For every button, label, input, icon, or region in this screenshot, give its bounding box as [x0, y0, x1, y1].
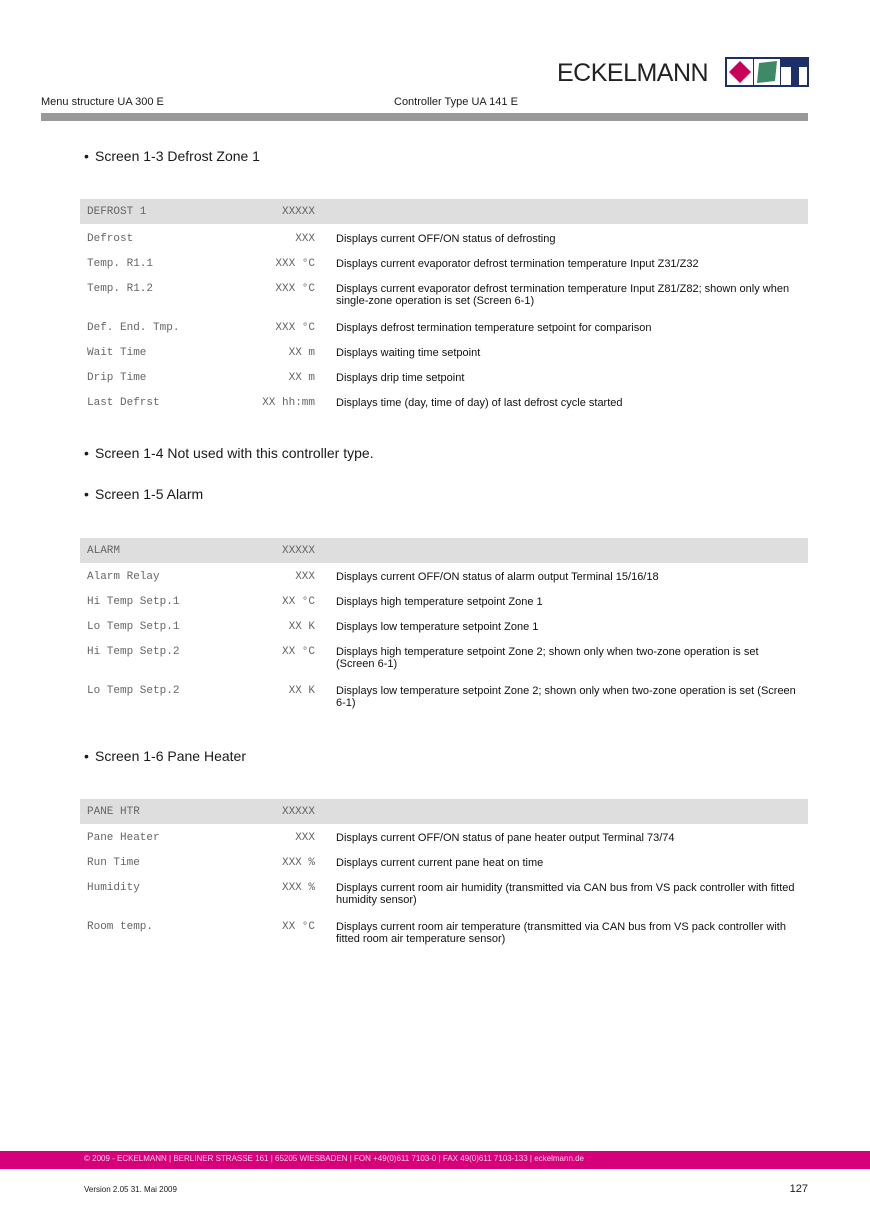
section-title-defrost: • Screen 1-3 Defrost Zone 1: [84, 148, 260, 164]
row-label: Last Defrst: [87, 397, 160, 409]
row-label: Room temp.: [87, 921, 154, 933]
page-number: 127: [789, 1183, 808, 1195]
table-row: [80, 347, 808, 372]
logo-mark-icon: [725, 57, 809, 87]
row-label: Pane Heater: [87, 832, 160, 844]
table-defrost: [80, 199, 808, 422]
header-document-title: Menu structure UA 300 E: [41, 96, 164, 108]
header-value: XXXXX: [281, 806, 315, 818]
row-label: Wait Time: [87, 347, 147, 359]
row-label: Hi Temp Setp.2: [87, 646, 180, 658]
row-label: Lo Temp Setp.1: [87, 621, 180, 633]
row-description: Displays current OFF/ON status of alarm output Terminal 15/16/18: [336, 571, 659, 583]
row-label: Hi Temp Setp.1: [87, 596, 180, 608]
row-value: XXX: [295, 571, 315, 583]
header-label: ALARM: [87, 545, 121, 557]
row-value: XX °C: [281, 596, 315, 608]
row-description: Displays current current pane heat on time: [336, 857, 544, 869]
row-value: XXX °C: [275, 258, 315, 270]
header-controller-type: Controller Type UA 141 E: [394, 96, 518, 108]
table-row: [80, 646, 808, 685]
section-title-pane-heater: • Screen 1-6 Pane Heater: [84, 748, 246, 764]
row-value: XXX %: [281, 857, 315, 869]
row-label: Temp. R1.2: [87, 283, 154, 295]
row-value: XX K: [288, 621, 315, 633]
table-row: [80, 832, 808, 857]
table-row: [80, 882, 808, 921]
table-row: [80, 596, 808, 621]
row-description: Displays current evaporator defrost termination temperature Input Z31/Z32: [336, 258, 699, 270]
row-description: Displays low temperature setpoint Zone 2; shown only when two-zone operation is set (Screen 6-1): [336, 685, 796, 709]
section-title-not-used: • Screen 1-4 Not used with this controller type.: [84, 445, 374, 461]
row-description: Displays high temperature setpoint Zone 1: [336, 596, 543, 608]
table-row: [80, 258, 808, 283]
row-description: Displays current OFF/ON status of pane heater output Terminal 73/74: [336, 832, 675, 844]
row-label: Alarm Relay: [87, 571, 160, 583]
brand-name: ECKELMANN: [557, 58, 709, 87]
row-description: Displays current OFF/ON status of defrosting: [336, 233, 556, 245]
table-alarm: [80, 538, 808, 724]
row-value: XX m: [288, 372, 315, 384]
bullet-icon: •: [84, 748, 89, 764]
row-value: XXX %: [281, 882, 315, 894]
header-label: DEFROST 1: [87, 206, 147, 218]
table-row: [80, 322, 808, 347]
table-header-row: [80, 199, 808, 224]
row-value: XX °C: [281, 921, 315, 933]
row-description: Displays low temperature setpoint Zone 1: [336, 621, 539, 633]
header-label: PANE HTR: [87, 806, 140, 818]
table-row: [80, 621, 808, 646]
row-description: Displays current evaporator defrost termination temperature Input Z81/Z82; shown only when single-zone operation is set (Screen 6-1): [336, 283, 790, 307]
table-header-row: [80, 538, 808, 563]
row-value: XX K: [288, 685, 315, 697]
row-value: XXX: [295, 832, 315, 844]
footer-copyright: © 2009 - ECKELMANN | BERLINER STRASSE 161 | 65205 WIESBADEN | FON +49(0)611 7103-0 | FAX 49(0)611 7103-133 | eckelmann.de: [84, 1154, 585, 1163]
row-value: XXX °C: [275, 322, 315, 334]
table-row: [80, 397, 808, 422]
table-row: [80, 283, 808, 322]
row-description: Displays current room air humidity (transmitted via CAN bus from VS pack controller with fitted humidity sensor): [336, 882, 795, 906]
row-description: Displays drip time setpoint: [336, 372, 465, 384]
row-label: Lo Temp Setp.2: [87, 685, 180, 697]
table-row: [80, 571, 808, 596]
row-description: Displays high temperature setpoint Zone 2; shown only when two-zone operation is set (Screen 6-1): [336, 646, 759, 670]
row-label: Defrost: [87, 233, 134, 245]
row-label: Def. End. Tmp.: [87, 322, 180, 334]
section-title-alarm: • Screen 1-5 Alarm: [84, 486, 204, 502]
row-label: Run Time: [87, 857, 140, 869]
header-value: XXXXX: [281, 206, 315, 218]
version-date: Version 2.05 31. Mai 2009: [84, 1185, 177, 1194]
row-description: Displays time (day, time of day) of last defrost cycle started: [336, 397, 623, 409]
row-description: Displays defrost termination temperature setpoint for comparison: [336, 322, 652, 334]
brand-logo: [557, 57, 809, 89]
bullet-icon: •: [84, 486, 89, 502]
row-label: Drip Time: [87, 372, 147, 384]
row-value: XX hh:mm: [262, 397, 315, 409]
header-divider: [41, 113, 808, 121]
header-value: XXXXX: [281, 545, 315, 557]
row-description: Displays current room air temperature (transmitted via CAN bus from VS pack controller with fitted room air temperature sensor): [336, 921, 786, 945]
footer-bar: [0, 1151, 870, 1169]
table-pane-heater: [80, 799, 808, 960]
table-row: [80, 921, 808, 960]
row-value: XXX °C: [275, 283, 315, 295]
table-row: [80, 372, 808, 397]
table-row: [80, 685, 808, 724]
table-row: [80, 233, 808, 258]
row-label: Humidity: [87, 882, 140, 894]
table-header-row: [80, 799, 808, 824]
row-value: XXX: [295, 233, 315, 245]
row-value: XX m: [288, 347, 315, 359]
bullet-icon: •: [84, 148, 89, 164]
row-label: Temp. R1.1: [87, 258, 154, 270]
bullet-icon: •: [84, 445, 89, 461]
row-description: Displays waiting time setpoint: [336, 347, 481, 359]
row-value: XX °C: [281, 646, 315, 658]
table-row: [80, 857, 808, 882]
